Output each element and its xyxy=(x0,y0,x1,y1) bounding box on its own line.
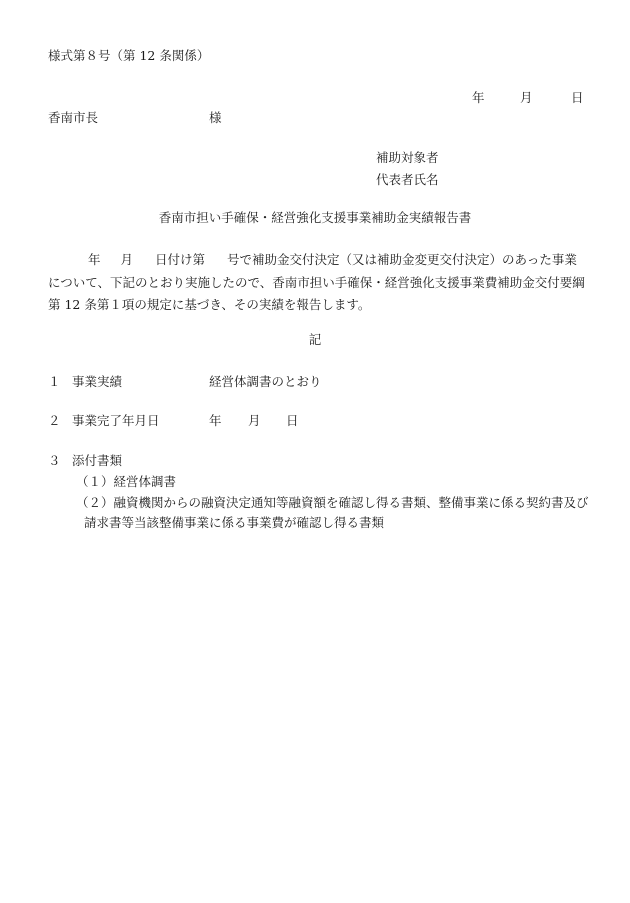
item2-label: 事業完了年月日 xyxy=(72,413,160,428)
addressee-name: 香南市長 xyxy=(48,110,99,125)
item1-label: 事業実績 xyxy=(72,374,123,389)
recipient-label: 補助対象者 xyxy=(376,150,439,165)
body-line-3: 第 12 条第１項の規定に基づき、その実績を報告します。 xyxy=(48,297,371,312)
item2-year-label: 年 xyxy=(209,413,222,428)
body-line-2: について、下記のとおり実施したので、香南市担い手確保・経営強化支援事業費補助金交付要綱 xyxy=(48,274,585,290)
attachment-sub2-line2: 請求書等当該整備事業に係る事業費が確認し得る書類 xyxy=(84,515,385,530)
date-header xyxy=(0,92,630,108)
body-month: 月 xyxy=(120,252,134,267)
body-paragraph xyxy=(48,249,584,317)
document-title: 香南市担い手確保・経営強化支援事業補助金実績報告書 xyxy=(158,210,472,225)
item2-month-label: 月 xyxy=(248,413,261,428)
date-year-label: 年 xyxy=(472,90,485,105)
ki-heading: 記 xyxy=(308,332,322,347)
item3-number: ３ xyxy=(48,453,61,468)
item1-number: １ xyxy=(48,374,61,389)
attachment-sub2-line1: （２）融資機関からの融資決定通知等融資額を確認し得る書類、整備事業に係る契約書及び xyxy=(76,495,589,510)
addressee-honorific: 様 xyxy=(209,110,222,125)
item2-number: ２ xyxy=(48,413,61,428)
representative-label: 代表者氏名 xyxy=(376,172,439,187)
body-line-1 xyxy=(48,249,584,272)
item2-day-label: 日 xyxy=(286,413,299,428)
date-month-label: 月 xyxy=(520,90,533,105)
date-day-label: 日 xyxy=(571,90,584,105)
body-year: 年 xyxy=(88,252,101,267)
item3-label: 添付書類 xyxy=(72,453,123,468)
attachment-sub1: （１）経営体調書 xyxy=(76,474,177,489)
body-day-ref: 日付け第 xyxy=(155,252,206,267)
form-number: 様式第８号（第 12 条関係） xyxy=(48,48,210,63)
body-number-text: 号で補助金交付決定（又は補助金変更交付決定）のあった事業 xyxy=(227,252,577,267)
item1-value: 経営体調書のとおり xyxy=(209,374,322,389)
